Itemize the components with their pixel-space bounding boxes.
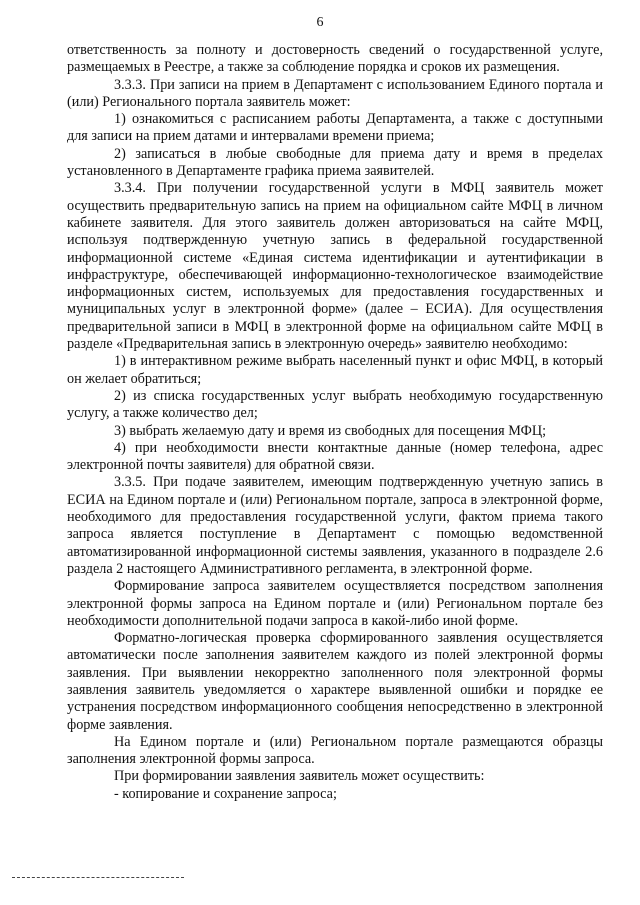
list-item: 3) выбрать желаемую дату и время из свободных для посещения МФЦ;: [114, 422, 547, 439]
paragraph: 3.3.3. При записи на прием в Департамент с использованием Единого портала и (или) Регионального портала заявитель может:: [67, 76, 603, 110]
paragraph: 3.3.5. При подаче заявителем, имеющим подтвержденную учетную запись в ЕСИА на Едином портале и (или) Региональном портале, запроса в электронной форме, необходимого для предоставления государственной услуги, фактом приема такого запроса является поступление в Департамент с помощью ведомственной автоматизированной информационной системы заявления, указанного в подразделе 2.6 раздела 2 настоящего Административного регламента, в электронной форме.: [67, 474, 603, 577]
paragraph: Форматно-логическая проверка сформированного заявления осуществляется автоматически после заполнения заявителем каждого из полей электронной формы заявления. При выявлении некорректно заполненного поля электронной формы заявления заявитель уведомляется о характере выявленной ошибки и порядке ее устранения посредством информационного сообщения непосредственно в электронной форме заявления.: [67, 630, 603, 733]
list-item: 1) в интерактивном режиме выбрать населенный пункт и офис МФЦ, в который он желает обратиться;: [67, 353, 603, 387]
document-body: [67, 42, 603, 803]
list-item: 4) при необходимости внести контактные данные (номер телефона, адрес электронной почты заявителя) для обратной связи.: [67, 439, 603, 474]
list-item: 1) ознакомиться с расписанием работы Департамента, а также с доступными для записи на прием датами и интервалами времени приема;: [67, 111, 603, 145]
list-item: - копирование и сохранение запроса;: [114, 785, 337, 802]
footer-divider: [12, 877, 184, 878]
paragraph: ответственность за полноту и достоверность сведений о государственной услуге, размещаемых в Реестре, а также за соблюдение порядка и сроков их размещения.: [67, 42, 603, 76]
list-item: 2) из списка государственных услуг выбрать необходимую государственную услугу, а также количество дел;: [67, 387, 603, 422]
paragraph: 3.3.4. При получении государственной услуги в МФЦ заявитель может осуществить предварительную запись на прием на официальном сайте МФЦ в личном кабинете заявителя. Для этого заявитель должен авторизоваться на сайте МФЦ, используя подтвержденную учетную запись в федеральной государственной информационной системе «Единая система идентификации и аутентификации в инфраструктуре, обеспечивающей информационно-технологическое взаимодействие информационных систем, используемых для предоставления государственных и муниципальных услуг в электронной форме» (далее – ЕСИА). Для осуществления предварительной записи в МФЦ в электронной форме на официальном сайте МФЦ в разделе «Предварительная запись в электронную очередь» заявителю необходимо:: [67, 180, 603, 353]
list-item: 2) записаться в любые свободные для приема дату и время в пределах установленного в Департаменте графика приема заявителей.: [67, 145, 603, 180]
paragraph: Формирование запроса заявителем осуществляется посредством заполнения электронной формы запроса на Едином портале и (или) Региональном портале без необходимости дополнительной подачи запроса в какой-либо иной форме.: [67, 578, 603, 629]
page-number: 6: [316, 15, 324, 30]
paragraph: На Едином портале и (или) Региональном портале размещаются образцы заполнения электронной формы запроса.: [67, 733, 603, 768]
paragraph: При формировании заявления заявитель может осуществить:: [114, 768, 485, 785]
